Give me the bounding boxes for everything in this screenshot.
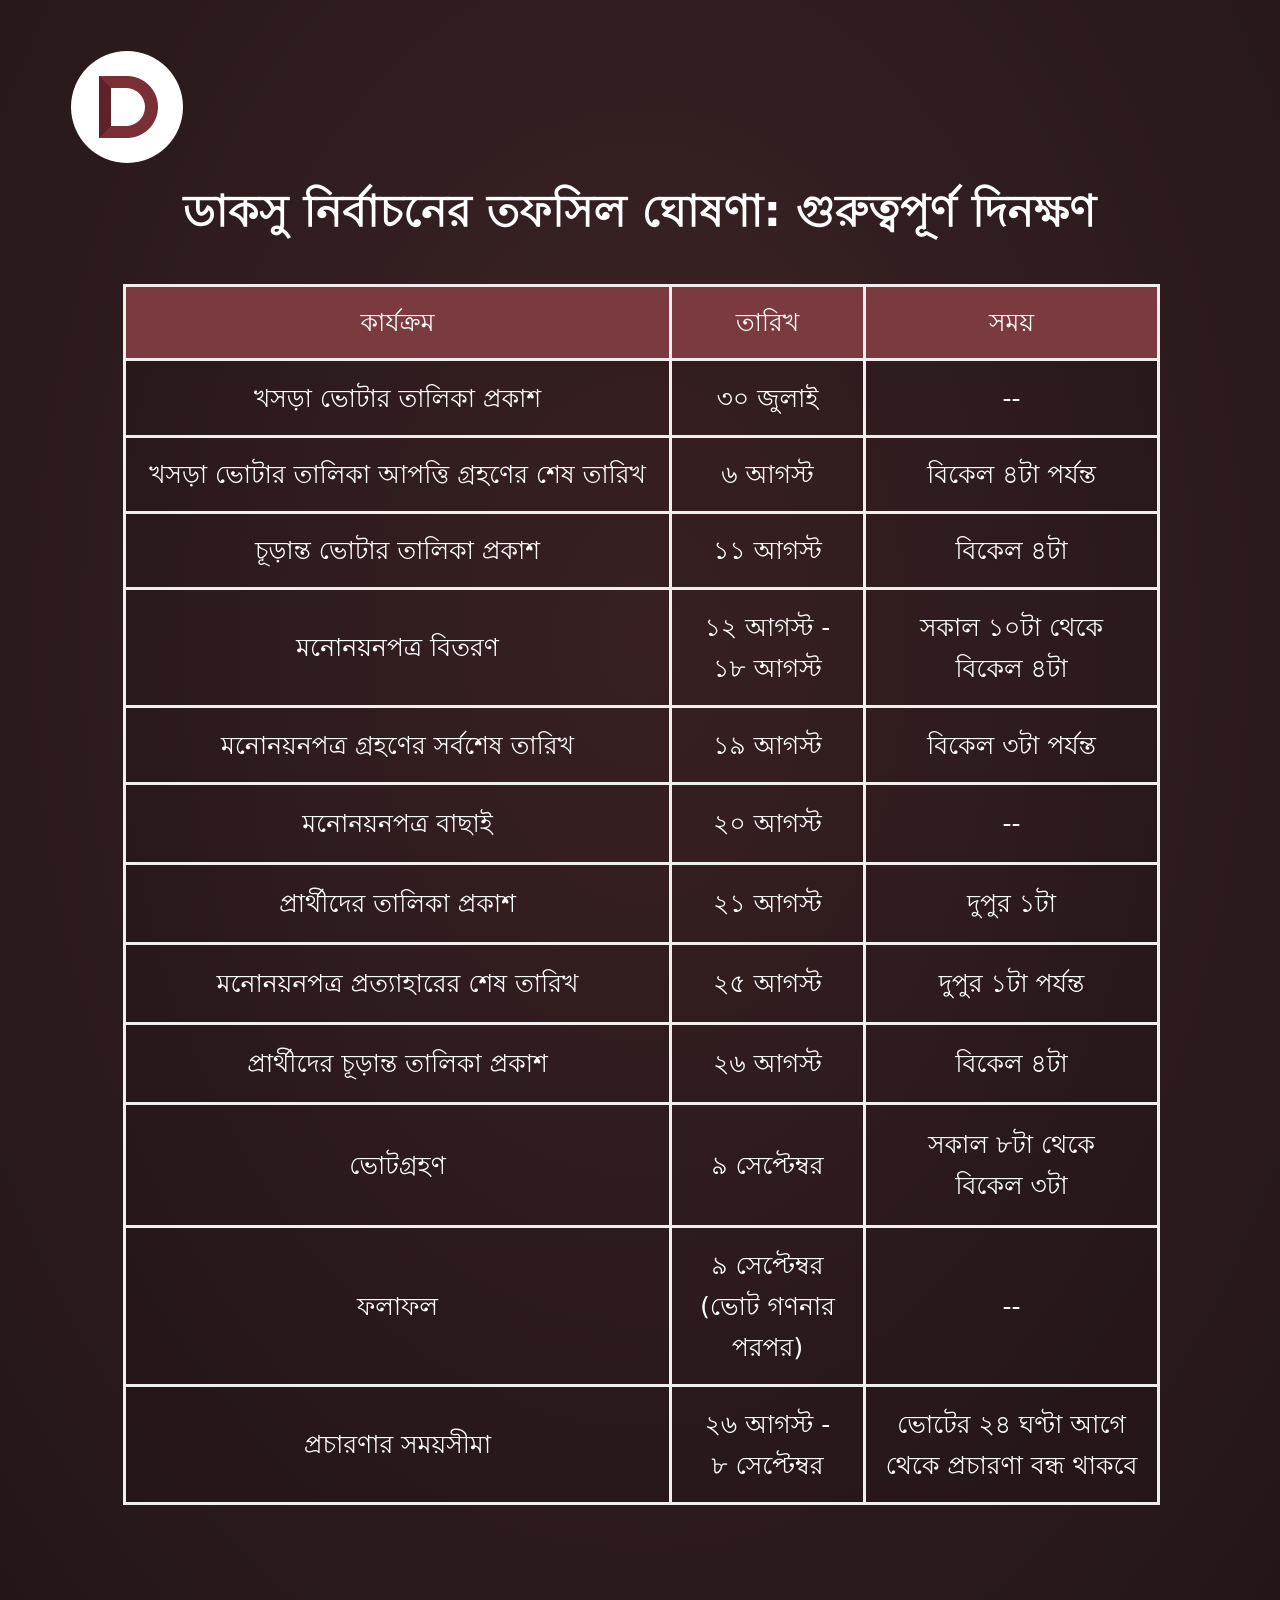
time-cell: --: [865, 784, 1159, 864]
activity-cell: খসড়া ভোটার তালিকা প্রকাশ: [125, 360, 671, 437]
table-row: [125, 707, 1159, 784]
date-cell: ২৫ আগস্ট: [671, 944, 865, 1024]
table-row: [125, 513, 1159, 589]
activity-cell: মনোনয়নপত্র প্রত্যাহারের শেষ তারিখ: [125, 944, 671, 1024]
schedule-table: [123, 284, 1160, 1505]
time-cell: সকাল ৮টা থেকে বিকেল ৩টা: [865, 1104, 1159, 1227]
table-row: [125, 1386, 1159, 1504]
table-row: [125, 864, 1159, 944]
activity-cell: চূড়ান্ত ভোটার তালিকা প্রকাশ: [125, 513, 671, 589]
activity-cell: খসড়া ভোটার তালিকা আপত্তি গ্রহণের শেষ তারিখ: [125, 437, 671, 513]
date-cell: ১২ আগস্ট - ১৮ আগস্ট: [671, 589, 865, 707]
activity-cell: ভোটগ্রহণ: [125, 1104, 671, 1227]
time-cell: --: [865, 360, 1159, 437]
time-cell: বিকেল ৪টা: [865, 513, 1159, 589]
time-cell: বিকেল ৪টা পর্যন্ত: [865, 437, 1159, 513]
date-cell: ১১ আগস্ট: [671, 513, 865, 589]
activity-cell: প্রার্থীদের তালিকা প্রকাশ: [125, 864, 671, 944]
activity-cell: প্রচারণার সময়সীমা: [125, 1386, 671, 1504]
time-cell: --: [865, 1227, 1159, 1386]
date-cell: ২১ আগস্ট: [671, 864, 865, 944]
date-cell: ১৯ আগস্ট: [671, 707, 865, 784]
date-cell: ২৬ আগস্ট - ৮ সেপ্টেম্বর: [671, 1386, 865, 1504]
table-row: [125, 1227, 1159, 1386]
activity-cell: প্রার্থীদের চূড়ান্ত তালিকা প্রকাশ: [125, 1024, 671, 1104]
activity-cell: মনোনয়নপত্র বাছাই: [125, 784, 671, 864]
column-header-date: তারিখ: [671, 286, 865, 360]
date-cell: ৯ সেপ্টেম্বর (ভোট গণনার পরপর): [671, 1227, 865, 1386]
table-row: [125, 589, 1159, 707]
table-row: [125, 1024, 1159, 1104]
table-row: [125, 944, 1159, 1024]
table-row: [125, 437, 1159, 513]
column-header-time: সময়: [865, 286, 1159, 360]
date-cell: ৬ আগস্ট: [671, 437, 865, 513]
time-cell: বিকেল ৪টা: [865, 1024, 1159, 1104]
time-cell: সকাল ১০টা থেকে বিকেল ৪টা: [865, 589, 1159, 707]
table-row: [125, 360, 1159, 437]
page-title: ডাকসু নির্বাচনের তফসিল ঘোষণা: গুরুত্বপূর্ণ দিনক্ষণ: [183, 186, 1097, 237]
column-header-activity: কার্যক্রম: [125, 286, 671, 360]
activity-cell: ফলাফল: [125, 1227, 671, 1386]
time-cell: ভোটের ২৪ ঘণ্টা আগে থেকে প্রচারণা বন্ধ থাকবে: [865, 1386, 1159, 1504]
time-cell: দুপুর ১টা পর্যন্ত: [865, 944, 1159, 1024]
activity-cell: মনোনয়নপত্র বিতরণ: [125, 589, 671, 707]
d-letter-icon: [71, 51, 183, 163]
date-cell: ৩০ জুলাই: [671, 360, 865, 437]
table-header-row: [125, 286, 1159, 360]
date-cell: ২০ আগস্ট: [671, 784, 865, 864]
date-cell: ৯ সেপ্টেম্বর: [671, 1104, 865, 1227]
table-row: [125, 1104, 1159, 1227]
time-cell: বিকেল ৩টা পর্যন্ত: [865, 707, 1159, 784]
time-cell: দুপুর ১টা: [865, 864, 1159, 944]
table-row: [125, 784, 1159, 864]
date-cell: ২৬ আগস্ট: [671, 1024, 865, 1104]
activity-cell: মনোনয়নপত্র গ্রহণের সর্বশেষ তারিখ: [125, 707, 671, 784]
brand-logo: [71, 51, 183, 163]
